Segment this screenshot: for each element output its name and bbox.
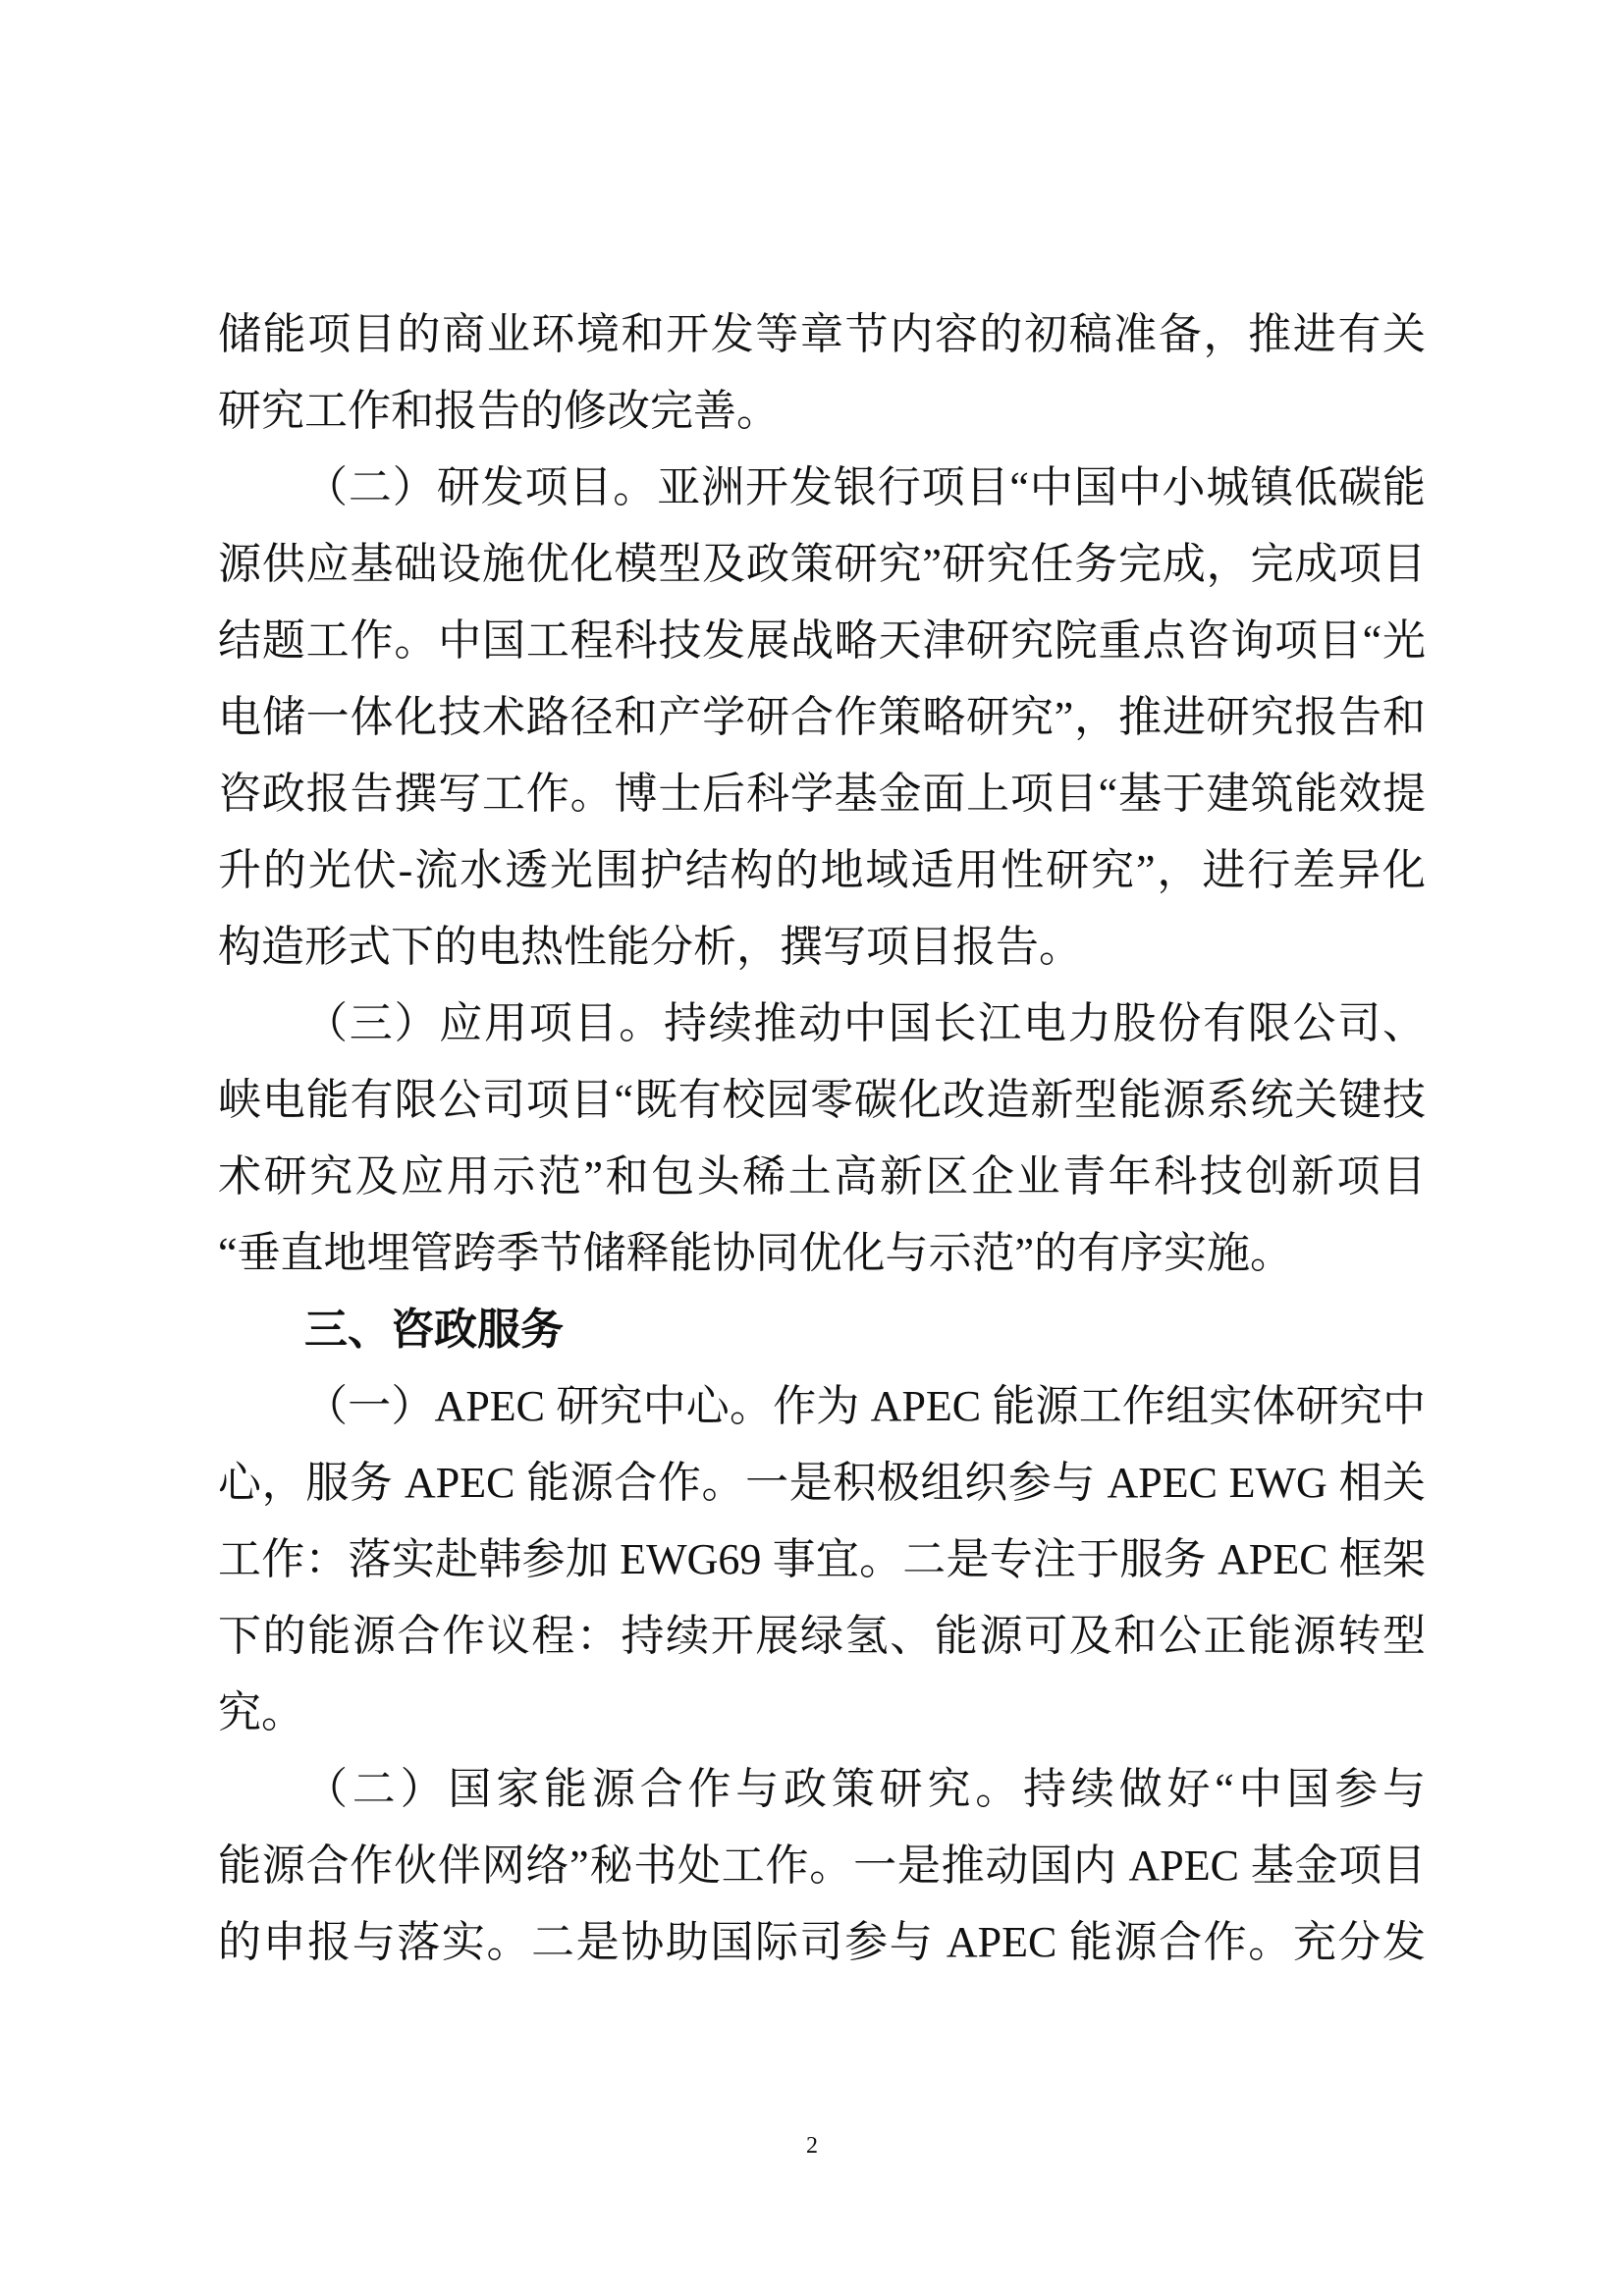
text-line: 源供应基础设施优化模型及政策研究”研究任务完成，完成项目: [218, 540, 1426, 588]
paragraph: [218, 1751, 1426, 1981]
text-line: （二）研发项目。亚洲开发银行项目“中国中小城镇低碳能: [304, 463, 1426, 511]
text-line: 究。: [218, 1688, 304, 1736]
text-line: 电储一体化技术路径和产学研合作策略研究”，推进研究报告和: [218, 693, 1426, 741]
text-line: 的申报与落实。二是协助国际司参与 APEC 能源合作。充分发: [218, 1918, 1426, 1966]
text-line: 峡电能有限公司项目“既有校园零碳化改造新型能源系统关键技: [218, 1076, 1426, 1124]
text-line: 下的能源合作议程：持续开展绿氢、能源可及和公正能源转型: [218, 1612, 1426, 1660]
paragraph: [218, 986, 1426, 1292]
text-line: （三）应用项目。持续推动中国长江电力股份有限公司、: [304, 999, 1426, 1047]
text-line: （一）APEC 研究中心。作为 APEC 能源工作组实体研究中: [304, 1382, 1426, 1430]
text-line: 咨政报告撰写工作。博士后科学基金面上项目“基于建筑能效提: [218, 770, 1426, 818]
text-line: “垂直地埋管跨季节储释能协同优化与示范”的有序实施。: [218, 1229, 1294, 1277]
text-line: 研究工作和报告的修改完善。: [218, 387, 780, 435]
text-line: 能源合作伙伴网络”秘书处工作。一是推动国内 APEC 基金项目: [218, 1842, 1426, 1890]
paragraph: [218, 296, 1426, 450]
text-line: 术研究及应用示范”和包头稀土高新区企业青年科技创新项目: [218, 1152, 1426, 1201]
text-line: 储能项目的商业环境和开发等章节内容的初稿准备，推进有关: [218, 310, 1426, 358]
text-line: （二）国家能源合作与政策研究。持续做好“中国参与: [304, 1765, 1426, 1813]
section-heading: 三、咨政服务: [304, 1305, 564, 1355]
text-line: 构造形式下的电热性能分析，撰写项目报告。: [218, 923, 1082, 971]
document-body: [218, 296, 1426, 1981]
text-line: 工作：落实赴韩参加 EWG69 事宜。二是专注于服务 APEC 框架: [218, 1535, 1426, 1583]
text-line: 心，服务 APEC 能源合作。一是积极组织参与 APEC EWG 相关: [218, 1459, 1426, 1507]
text-line: 升的光伏-流水透光围护结构的地域适用性研究”，进行差异化: [218, 846, 1426, 894]
paragraph: [218, 450, 1426, 986]
text-line: 结题工作。中国工程科技发展战略天津研究院重点咨询项目“光: [218, 616, 1426, 665]
paragraph: [218, 1368, 1426, 1751]
page-number: 2: [806, 2133, 818, 2159]
